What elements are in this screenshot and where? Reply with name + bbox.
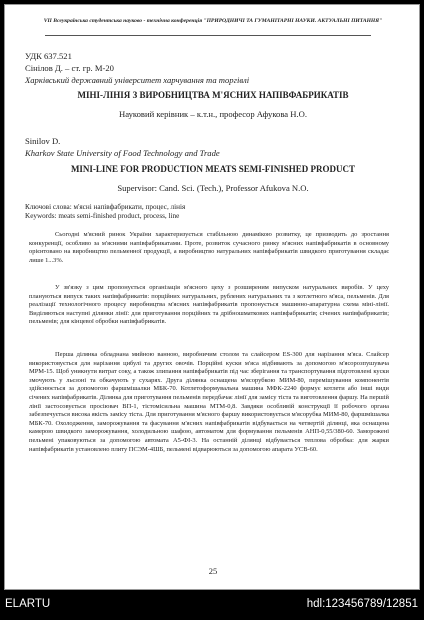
supervisor-ua: Науковий керівник – к.т.н., професор Афукова Н.О. [119, 109, 307, 119]
page-number: 25 [208, 566, 218, 576]
conference-header: VII Всеукраїнська студентська науково - технічна конференція "ПРИРОДНИЧІ ТА ГУМАНІТАРНІ НАУКИ. АКТУАЛЬНІ ПИТАННЯ" [43, 18, 383, 24]
footer-left-label: ELARTU [5, 598, 51, 610]
document-page [4, 4, 420, 590]
university-en: Kharkov State University of Food Technology and Trade [25, 148, 220, 158]
footer-bar [0, 598, 424, 614]
keywords-ua: Ключові слова: м'ясні напівфабрикати, процес, лінія [25, 203, 186, 211]
keywords-en: Keywords: meats semi-finished product, process, line [25, 212, 180, 220]
udc-code: УДК 637.521 [25, 51, 72, 61]
supervisor-en: Supervisor: Cand. Sci. (Tech.), Professor Afukova N.O. [117, 183, 309, 193]
author-en: Sinilov D. [25, 136, 61, 146]
footer-handle-label: hdl:123456789/12851 [306, 598, 418, 610]
title-en: MINI-LINE FOR PRODUCTION MEATS SEMI-FINISHED PRODUCT [70, 164, 356, 174]
header-rule [45, 35, 371, 36]
paragraph-1: Сьогодні м'ясний ринок України характеризується стабільною динамікою розвитку, це призводить до зростання конкуренції, особливо за м'ясними напівфабрикатами. Проте, розвиток сучасного ринку м'ясних напівфабрикатів в основному орієнтовано на виробництво пельменної продукції, а виробництво натуральних напівфабрикатів швидкого приготування складає лише 1...3%. [29, 231, 389, 264]
paragraph-2: У зв'язку з цим пропонується організація м'ясного цеху з розширеним випуском натуральних виробів. У цеху плануються випуск таких напівфабрикатів: порційних натуральних, рублених натуральних та з котлетного м'яса, пельменів. Для реалізації технологічного процесу виробництва м'ясних напівфабрикатів пропонується машинно-апаратурна схема міні-лінії. Виділяються наступні ділянки лінії: для приготування порційних та дрібношматкових напівфабрикатів; січених напівфабрикатів; пельменів; для кінцевої обробки напівфабрикатів. [29, 284, 389, 326]
paragraph-3: Перша ділянка обладнана мийною ванною, виробничим столом та слайсером ES-300 для нарізання м'яса. Слайсер використовується для нарізання цибулі та других овочів. Порційні куски м'яса відбивають за допомогою м'ясорозпушувача МРМ-15. Щоб уникнути витрат соку, а також злипання напівфабрикатів під час зберігання та транспортування підготовлені куски змочують у льєзоні та обкачують у сухарях. Друга ділянка оснащена м'ясорубкою МИМ-80, перемішування компонентів здійснюється за допомогою фаршмішалки МБК-70. Котлетоформувальна машина МФК-2240 формує котлети або інші види січених напівфабрикатів. Ділянка для приготування пельменів передбачає лінії для замісу тіста та виготовлення фаршу. На першій лінії застосовується просіювач ВП-1, тістомісильна машина МТМ-0,8. Завдяки особливій конструкції її робочого органа забезпечується висока якість замісу тіста. Для приготування м'ясного фаршу використовується м'ясорубка МИМ-80, фаршмішалка МБК-70. Охолодження, заморожування та фасування м'ясних напівфабрикатів відбувається на четвертій ділянці, яка оснащена камерою швидкого заморожування, холодильною шафою, автоматом для формування пельменів АНП-0,55/380-60. Заморожені пельмені упаковуються за допомогою автомата А5-ФІ-3. На останній ділянці відбувається теплова обробка: для жарки напівфабрикатів установлено плиту ПСЭМ-4ШБ, пельмені відварюються за допомогою апарата УСВ-60. [29, 351, 389, 453]
author-ua: Сінілов Д. – ст. гр. М-20 [25, 63, 114, 73]
university-ua: Харківський державний університет харчування та торгівлі [25, 75, 250, 85]
title-ua: МІНІ-ЛІНІЯ З ВИРОБНИЦТВА М'ЯСНИХ НАПІВФАБРИКАТІВ [77, 90, 349, 100]
